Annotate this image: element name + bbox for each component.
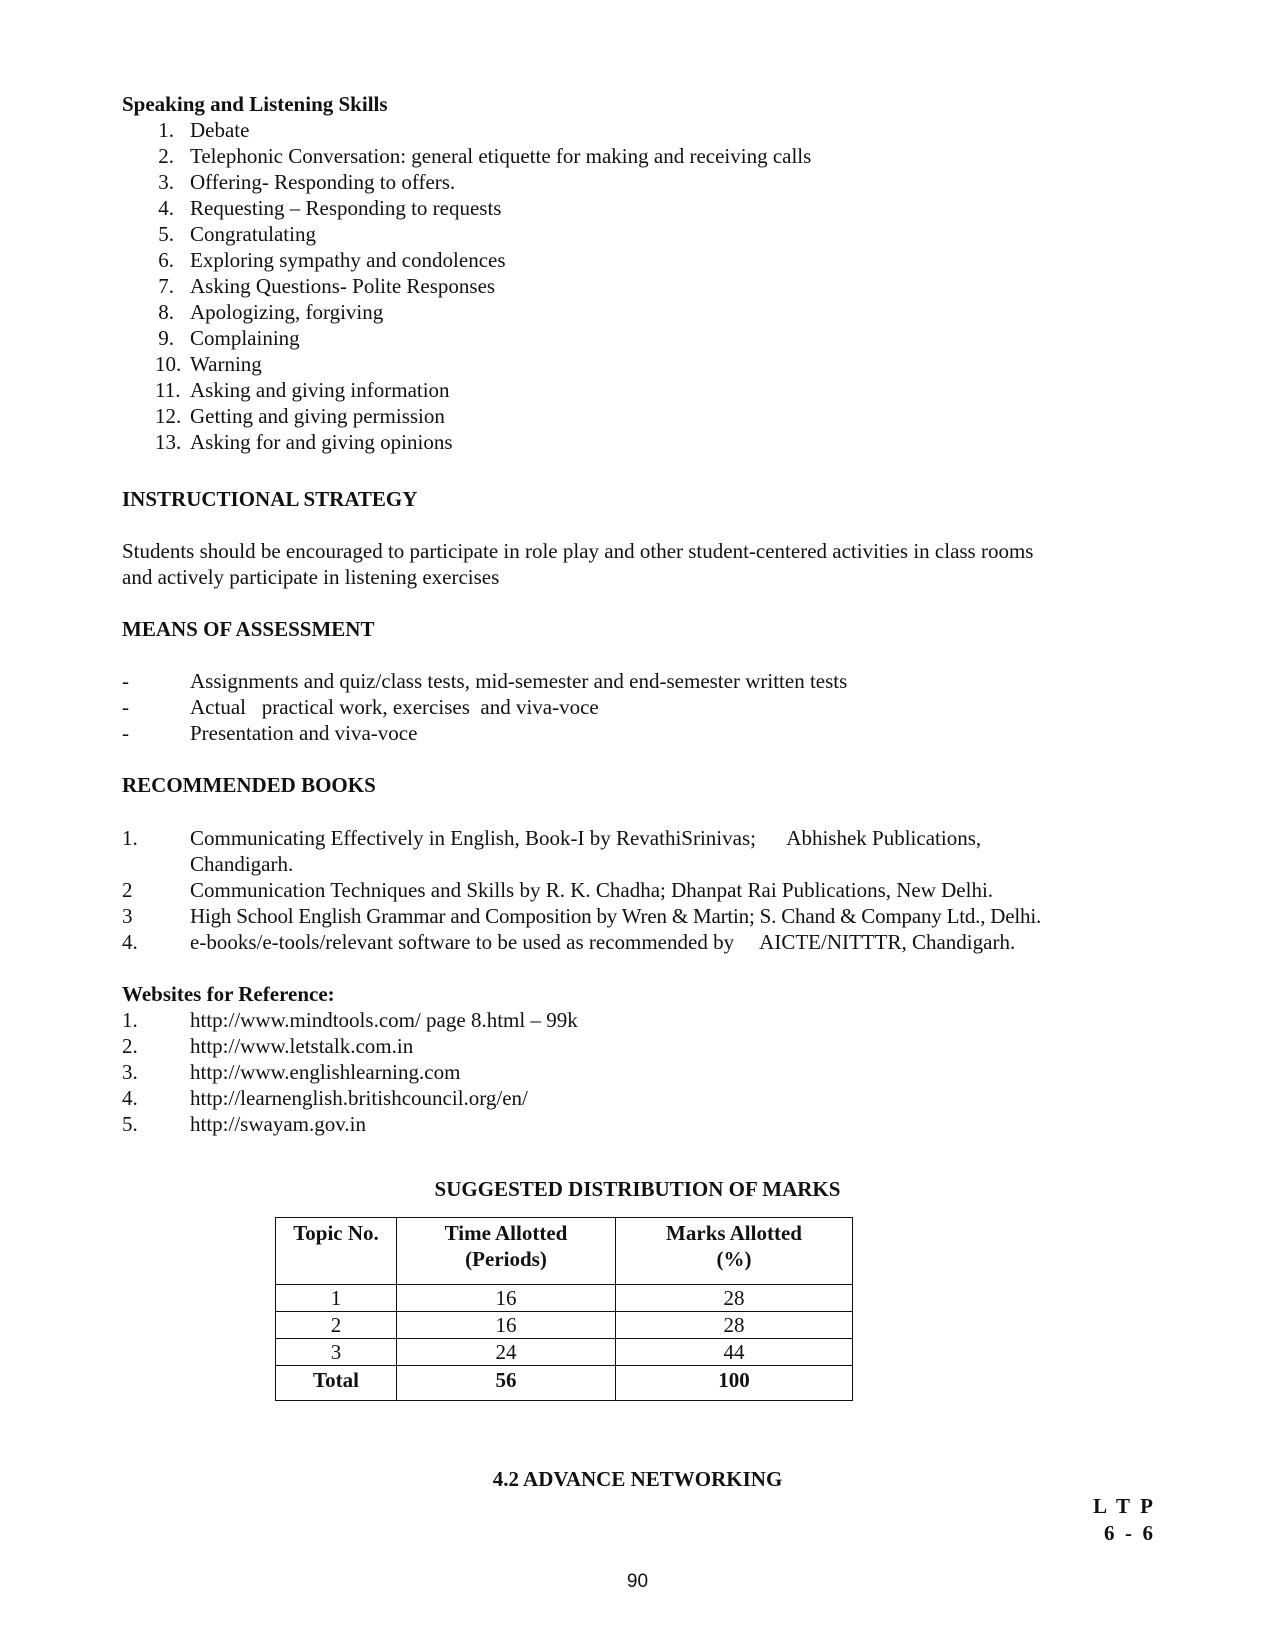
website-link[interactable]: http://swayam.gov.in	[190, 1112, 366, 1136]
websites-heading: Websites for Reference:	[122, 982, 335, 1006]
list-number: 11.	[155, 378, 181, 402]
header-text: Marks Allotted	[666, 1221, 802, 1245]
column-header-time	[397, 1218, 616, 1285]
cell-topic: 3	[276, 1339, 397, 1366]
page-number: 90	[626, 1571, 649, 1592]
cell-marks: 28	[616, 1285, 853, 1312]
list-text: Exploring sympathy and condolences	[190, 248, 506, 272]
cell-time: 16	[397, 1285, 616, 1312]
list-text: Communicating Effectively in English, Book-I by RevathiSrinivas; Abhishek Publications,	[190, 826, 982, 850]
list-number: 10.	[155, 352, 182, 376]
list-text: e-books/e-tools/relevant software to be used as recommended by AICTE/NITTTR, Chandigarh.	[190, 930, 1016, 954]
books-heading: RECOMMENDED BOOKS	[122, 773, 376, 797]
list-bullet: -	[122, 695, 129, 719]
list-text: Communication Techniques and Skills by R. K. Chadha; Dhanpat Rai Publications, New Delhi.	[190, 878, 994, 902]
list-number: 2.	[122, 1034, 138, 1058]
strategy-paragraph-line: Students should be encouraged to participate in role play and other student-centered activities in class rooms	[122, 539, 1034, 563]
website-link[interactable]: http://www.letstalk.com.in	[190, 1034, 414, 1058]
list-number: 12.	[155, 404, 182, 428]
list-text: Presentation and viva-voce	[190, 721, 418, 745]
list-number: 3.	[122, 1060, 138, 1084]
assessment-heading: MEANS OF ASSESSMENT	[122, 617, 375, 641]
column-header-marks	[616, 1218, 853, 1285]
list-text: Assignments and quiz/class tests, mid-semester and end-semester written tests	[190, 669, 848, 693]
header-text: (Periods)	[465, 1247, 547, 1271]
list-number: 1.	[122, 1008, 138, 1032]
cell-topic: 1	[276, 1285, 397, 1312]
cell-total-marks: 100	[616, 1366, 853, 1401]
header-text: (%)	[716, 1247, 752, 1271]
table-header-row	[276, 1218, 853, 1285]
list-number: 8.	[158, 300, 174, 324]
list-number: 2.	[158, 144, 174, 168]
cell-time: 16	[397, 1312, 616, 1339]
list-number: 6.	[158, 248, 174, 272]
cell-marks: 28	[616, 1312, 853, 1339]
ltp-header: L T P	[1093, 1494, 1153, 1518]
list-text: Asking Questions- Polite Responses	[190, 274, 496, 298]
list-number: 4.	[122, 1086, 138, 1110]
list-number: 4.	[158, 196, 174, 220]
list-number: 3.	[158, 170, 174, 194]
section-title: 4.2 ADVANCE NETWORKING	[492, 1467, 783, 1491]
cell-total-label: Total	[276, 1366, 397, 1401]
marks-heading: SUGGESTED DISTRIBUTION OF MARKS	[434, 1177, 841, 1201]
list-text: Actual practical work, exercises and viva-voce	[190, 695, 599, 719]
list-text: Warning	[190, 352, 262, 376]
table-row	[276, 1339, 853, 1366]
list-number: 9.	[158, 326, 174, 350]
speaking-heading: Speaking and Listening Skills	[122, 92, 388, 116]
list-text: Congratulating	[190, 222, 316, 246]
list-text: Chandigarh.	[190, 852, 294, 876]
ltp-values: 6 - 6	[1104, 1521, 1153, 1545]
table-row	[276, 1312, 853, 1339]
table-row	[276, 1285, 853, 1312]
cell-marks: 44	[616, 1339, 853, 1366]
list-text: Telephonic Conversation: general etiquette for making and receiving calls	[190, 144, 812, 168]
list-number: 1.	[158, 118, 174, 142]
website-link[interactable]: http://learnenglish.britishcouncil.org/en/	[190, 1086, 528, 1110]
cell-total-time: 56	[397, 1366, 616, 1401]
list-number: 2	[122, 878, 133, 902]
cell-time: 24	[397, 1339, 616, 1366]
strategy-heading: INSTRUCTIONAL STRATEGY	[122, 487, 418, 511]
list-number: 4.	[122, 930, 138, 954]
list-text: High School English Grammar and Composition by Wren & Martin; S. Chand & Company Ltd., Delhi.	[190, 904, 1042, 928]
strategy-paragraph-line: and actively participate in listening exercises	[122, 565, 500, 589]
list-number: 5.	[122, 1112, 138, 1136]
list-text: Asking and giving information	[190, 378, 450, 402]
list-number: 13.	[155, 430, 182, 454]
header-text: Topic No.	[293, 1221, 379, 1245]
cell-topic: 2	[276, 1312, 397, 1339]
list-number: 1.	[122, 826, 138, 850]
list-number: 5.	[158, 222, 174, 246]
website-link[interactable]: http://www.englishlearning.com	[190, 1060, 461, 1084]
column-header-topic	[276, 1218, 397, 1285]
list-text: Complaining	[190, 326, 300, 350]
marks-table	[275, 1217, 853, 1401]
list-text: Offering- Responding to offers.	[190, 170, 456, 194]
list-text: Asking for and giving opinions	[190, 430, 453, 454]
list-bullet: -	[122, 669, 129, 693]
list-bullet: -	[122, 721, 129, 745]
list-text: Debate	[190, 118, 250, 142]
header-text: Time Allotted	[444, 1221, 568, 1245]
table-total-row	[276, 1366, 853, 1401]
list-number: 3	[122, 904, 133, 928]
list-text: Getting and giving permission	[190, 404, 445, 428]
list-number: 7.	[158, 274, 174, 298]
website-link[interactable]: http://www.mindtools.com/ page 8.html – 99k	[190, 1008, 578, 1032]
list-text: Requesting – Responding to requests	[190, 196, 502, 220]
list-text: Apologizing, forgiving	[190, 300, 384, 324]
